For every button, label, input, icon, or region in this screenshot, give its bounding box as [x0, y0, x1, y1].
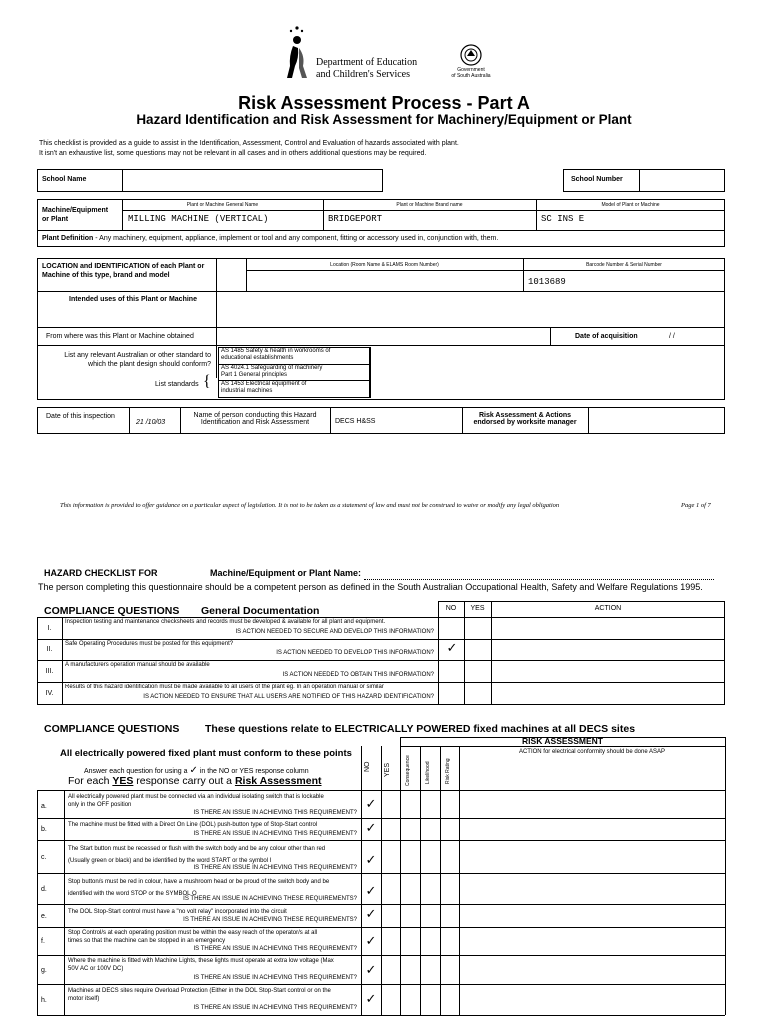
no-tick[interactable]: ✓	[365, 883, 377, 898]
row-question: IS THERE AN ISSUE IN ACHIEVING THESE REQUIREMENTS?	[183, 917, 357, 923]
model-header: Model of Plant or Machine	[601, 202, 660, 208]
row-question: IS THERE AN ISSUE IN ACHIEVING THESE REQUIREMENTS?	[183, 896, 357, 902]
machine-label-1: Machine/Equipment	[42, 207, 109, 214]
decs-logo-icon	[281, 22, 313, 80]
elec-title: These questions relate to ELECTRICALLY POWERED fixed machines at all DECS sites	[205, 723, 636, 735]
row-text	[68, 908, 358, 916]
row-text-line2: motor itself)	[68, 996, 100, 1002]
school-name-field[interactable]	[123, 170, 382, 191]
action-electrical-header: ACTION for electrical conformity should be done ASAP	[518, 749, 666, 755]
row-text: Safe Operating Procedures must be posted for this equipment?	[65, 641, 234, 647]
col-yes: YES	[470, 605, 485, 612]
standard-2	[221, 365, 322, 379]
location-label-2: Machine of this type, brand and model	[42, 272, 170, 279]
no-cell[interactable]	[439, 617, 465, 639]
model-value[interactable]: SC INS E	[541, 214, 585, 224]
row-question: IS THERE AN ISSUE IN ACHIEVING THIS REQUIREMENT?	[193, 810, 357, 816]
inspector-label	[180, 412, 330, 426]
row-text	[68, 987, 363, 1003]
table-row	[37, 984, 725, 1015]
barcode-value[interactable]: 1013689	[528, 277, 566, 287]
row-text: Inspection testing and maintenance checksheets and records must be developed & available for all plant and equipment.	[65, 619, 386, 625]
endorsed-label-1: Risk Assessment & Actions	[478, 412, 572, 419]
intended-uses-field[interactable]	[217, 292, 724, 326]
row-text-line2: 50V AC or 100V DC)	[68, 966, 124, 972]
elec-compliance-label: COMPLIANCE QUESTIONS	[44, 723, 180, 735]
col-risk-rating: Risk Rating	[445, 758, 451, 784]
school-number-label: School Number	[571, 176, 623, 183]
row-number: h.	[41, 997, 47, 1004]
col-likelihood: Likelihood	[425, 761, 431, 784]
row-text-line1: The DOL Stop-Start control must have a "no volt relay" incorporated into the circuit	[68, 909, 287, 915]
location-field[interactable]	[247, 271, 522, 290]
standard-3-line2: industrial machines	[221, 388, 273, 394]
machine-name-label: Machine/Equipment or Plant Name:	[210, 568, 362, 578]
row-text	[68, 957, 363, 973]
table-row	[37, 790, 725, 818]
gov-line1: Government	[457, 67, 485, 73]
inspection-date-label: Date of this inspection	[46, 413, 115, 420]
table-row	[37, 840, 725, 873]
endorsed-label-2: endorsed by worksite manager	[473, 419, 577, 426]
row-text-line2: times so that the machine can be stopped in an emergency	[68, 938, 226, 944]
no-tick[interactable]: ✓	[365, 796, 377, 811]
action-cell[interactable]	[492, 639, 724, 660]
for-each-text-1: For each	[68, 775, 110, 787]
row-text	[68, 793, 358, 809]
standard-3	[221, 381, 306, 395]
row-text-line2: identified with the word STOP or the SYMBOL O	[68, 891, 197, 897]
plant-definition-text: - Any machinery, equipment, appliance, implement or tool and any component, fitting or accessory used in, conjunction with, them.	[93, 235, 499, 242]
table-row	[37, 818, 725, 840]
school-name-label: School Name	[42, 176, 87, 183]
yes-cell[interactable]	[465, 617, 491, 639]
competent-person-note: The person completing this questionnaire should be a competent person as defined in the South Australian Occupational Health, Safety and Welfare Regulations 1995.	[38, 582, 703, 592]
row-number: e.	[41, 913, 47, 920]
yes-cell[interactable]	[465, 660, 491, 682]
elec-subtitle: All electrically powered fixed plant must conform to these points	[60, 748, 352, 759]
table-row	[37, 904, 725, 927]
table-row	[37, 927, 725, 955]
plant-definition	[42, 235, 498, 242]
row-number: c.	[41, 854, 47, 861]
row-question: IS THERE AN ISSUE IN ACHIEVING THIS REQUIREMENT?	[193, 865, 357, 871]
col-no-vertical: NO	[364, 761, 371, 772]
barcode-header: Barcode Number & Serial Number	[586, 262, 662, 268]
no-cell[interactable]	[439, 660, 465, 682]
no-tick[interactable]: ✓	[365, 962, 377, 977]
row-text-line1: The machine must be fitted with a Direct On Line (DOL) push-button type of Stop-Start control	[68, 822, 318, 828]
page-subtitle: Hazard Identification and Risk Assessment for Machinery/Equipment or Plant	[136, 112, 632, 127]
obtained-field[interactable]	[217, 328, 549, 344]
risk-assessment-header: RISK ASSESSMENT	[522, 736, 603, 746]
inspector-label-1: Name of person conducting this Hazard	[193, 412, 317, 419]
row-number: a.	[41, 803, 47, 810]
row-number: b.	[41, 826, 47, 833]
row-number: III.	[45, 668, 54, 675]
intro-line2: It isn't an exhaustive list, some questions may not be relevant in all cases and in others additional questions may be required.	[39, 150, 427, 157]
yes-cell[interactable]	[465, 639, 491, 660]
row-text-line1: Machines at DECS sites require Overload Protection (Either in the DOL Stop-Start control or on the	[68, 988, 331, 994]
brand-header: Plant or Machine Brand name	[396, 202, 463, 208]
row-number: g.	[41, 967, 47, 974]
dept-name-line2: and Children's Services	[316, 69, 411, 80]
hazard-checklist-label: HAZARD CHECKLIST FOR	[44, 568, 158, 578]
table-row	[37, 660, 725, 682]
risk-assessment-link: Risk Assessment	[234, 775, 322, 787]
machine-label-2: or Plant	[42, 216, 69, 223]
general-documentation-label: General Documentation	[201, 605, 320, 617]
standards-question-1: List any relevant Australian or other standard to	[64, 352, 211, 359]
dept-name-line1: Department of Education	[316, 57, 418, 68]
tick-icon: ✓	[189, 765, 198, 776]
row-question: IS ACTION NEEDED TO DEVELOP THIS INFORMATION?	[276, 650, 434, 656]
list-standards-brace: {	[203, 373, 211, 390]
endorsed-label	[462, 412, 588, 426]
inspection-date-value[interactable]: 21 /10/03	[136, 419, 166, 426]
table-row	[37, 955, 725, 984]
row-text-line1: Stop button/s must be red in colour, have a mushroom head or be proud of the switch body and be	[68, 879, 330, 885]
decs-logo	[281, 22, 313, 80]
list-standards-label: List standards	[155, 381, 199, 388]
standard-2-line1: AS 4024.1 Safeguarding of machinery	[221, 365, 323, 371]
no-tick[interactable]: ✓	[365, 820, 377, 835]
row-text-line1: All electrically powered plant must be connected via an individual isolating switch that is lockable	[68, 794, 324, 800]
row-question: IS THERE AN ISSUE IN ACHIEVING THIS REQUIREMENT?	[193, 831, 357, 837]
row-number: I.	[47, 625, 52, 632]
no-tick[interactable]: ✓	[365, 933, 377, 948]
intended-uses-label: Intended uses of this Plant or Machine	[69, 296, 197, 303]
row-text: A manufacturers operation manual should be available	[65, 662, 210, 668]
machine-name-field[interactable]	[364, 567, 714, 580]
no-tick[interactable]: ✓	[365, 991, 377, 1006]
table-row	[37, 617, 725, 639]
row-question: IS THERE AN ISSUE IN ACHIEVING THIS REQUIREMENT?	[193, 946, 357, 952]
table-row	[37, 682, 725, 705]
row-question: IS ACTION NEEDED TO SECURE AND DEVELOP THIS INFORMATION?	[235, 629, 434, 635]
brand-value[interactable]: BRIDGEPORT	[328, 214, 383, 224]
acquisition-value[interactable]: / /	[669, 333, 675, 340]
sa-gov-crest	[460, 44, 482, 66]
row-text	[68, 821, 358, 829]
general-name-header: Plant or Machine General Name	[186, 202, 259, 208]
row-number: IV.	[45, 690, 54, 697]
no-tick[interactable]: ✓	[365, 906, 377, 921]
no-tick[interactable]: ✓	[365, 852, 377, 867]
answer-text-1: Answer each question for using a	[84, 768, 188, 775]
row-question: IS ACTION NEEDED TO OBTAIN THIS INFORMATION?	[282, 672, 434, 678]
action-cell[interactable]	[492, 617, 724, 639]
location-label-1: LOCATION and IDENTIFICATION of each Plant or	[42, 263, 205, 270]
col-consequence: Consequence	[405, 755, 411, 786]
row-text-line2: (Usually green or black) and be identified by the word START or the symbol I	[68, 858, 272, 864]
row-text	[68, 843, 363, 867]
location-header: Location (Room Name & ELAMS Room Number)	[330, 262, 439, 268]
obtained-label: From where was this Plant or Machine obtained	[46, 333, 194, 340]
for-each-text-2: response carry out a	[136, 775, 233, 787]
col-action: ACTION	[594, 605, 622, 612]
row-question: IS THERE AN ISSUE IN ACHIEVING THIS REQUIREMENT?	[193, 975, 357, 981]
row-number: II.	[46, 646, 53, 653]
intro-line1: This checklist is provided as a guide to assist in the Identification, Assessment, Control and Evaluation of hazards associated with plant.	[39, 140, 459, 147]
row-number: f.	[41, 938, 45, 945]
row-text-line1: Where the machine is fitted with Machine Lights, these lights must operate at extra low voltage (Max	[68, 958, 334, 964]
row-question: IS ACTION NEEDED TO ENSURE THAT ALL USERS ARE NOTIFIED OF THIS HAZARD IDENTIFICATION?	[143, 694, 434, 700]
general-name-value[interactable]: MILLING MACHINE (VERTICAL)	[128, 214, 269, 224]
row-text: Results of this hazard identification must be made available to all users of the plant eg. In an operation manual or similar	[65, 684, 384, 690]
no-tick[interactable]: ✓	[446, 640, 458, 655]
answer-text-2: in the NO or YES response column	[199, 768, 309, 775]
compliance-questions-label: COMPLIANCE QUESTIONS	[44, 605, 180, 617]
endorsed-signature-field[interactable]	[589, 408, 724, 433]
inspector-label-2: Identification and Risk Assessment	[200, 419, 310, 426]
standard-3-line1: AS 1453 Electrical equipment of	[221, 381, 307, 387]
page-title: Risk Assessment Process - Part A	[238, 93, 530, 113]
standard-2-line2: Part 1 General principles	[221, 372, 288, 378]
acquisition-label: Date of acquisition	[575, 333, 638, 340]
for-each-instruction	[68, 775, 322, 787]
action-cell[interactable]	[492, 682, 724, 705]
col-no: NO	[445, 605, 457, 612]
row-text-line1: Stop Control/s at each operating position must be within the easy reach of the operator/s at all	[68, 930, 318, 936]
table-row	[37, 639, 725, 660]
standard-1	[221, 348, 330, 362]
standard-1-line2: educational establishments	[221, 355, 294, 361]
row-text	[68, 929, 358, 945]
gov-line2: of South Australia	[451, 73, 491, 79]
row-number: d.	[41, 886, 47, 893]
standards-question-2: which the plant design should conform?	[88, 361, 211, 368]
yes-cell[interactable]	[465, 682, 491, 705]
row-text-line2: only in the OFF position	[68, 802, 132, 808]
no-cell[interactable]	[439, 682, 465, 705]
school-number-field[interactable]	[640, 170, 724, 191]
row-question: IS THERE AN ISSUE IN ACHIEVING THIS REQUIREMENT?	[193, 1005, 357, 1011]
page-number: Page 1 of 7	[681, 502, 711, 509]
standard-1-line1: AS 1485 Safety & health in workrooms of	[221, 348, 331, 354]
for-each-yes: YES	[112, 775, 134, 787]
inspector-value[interactable]: DECS H&SS	[335, 418, 376, 425]
action-cell[interactable]	[492, 660, 724, 682]
crest-icon	[460, 44, 482, 66]
plant-definition-label: Plant Definition	[42, 235, 94, 242]
col-yes-vertical: YES	[384, 762, 391, 777]
legal-disclaimer: This information is provided to offer guidance on a particular aspect of legislation. It is not to be taken as a statement of law and must not be construed to waive or modify any legal obligation	[60, 502, 560, 509]
row-text-line1: The Start button must be recessed or flush with the switch body and be any colour other than red	[68, 846, 326, 852]
table-row	[37, 873, 725, 904]
